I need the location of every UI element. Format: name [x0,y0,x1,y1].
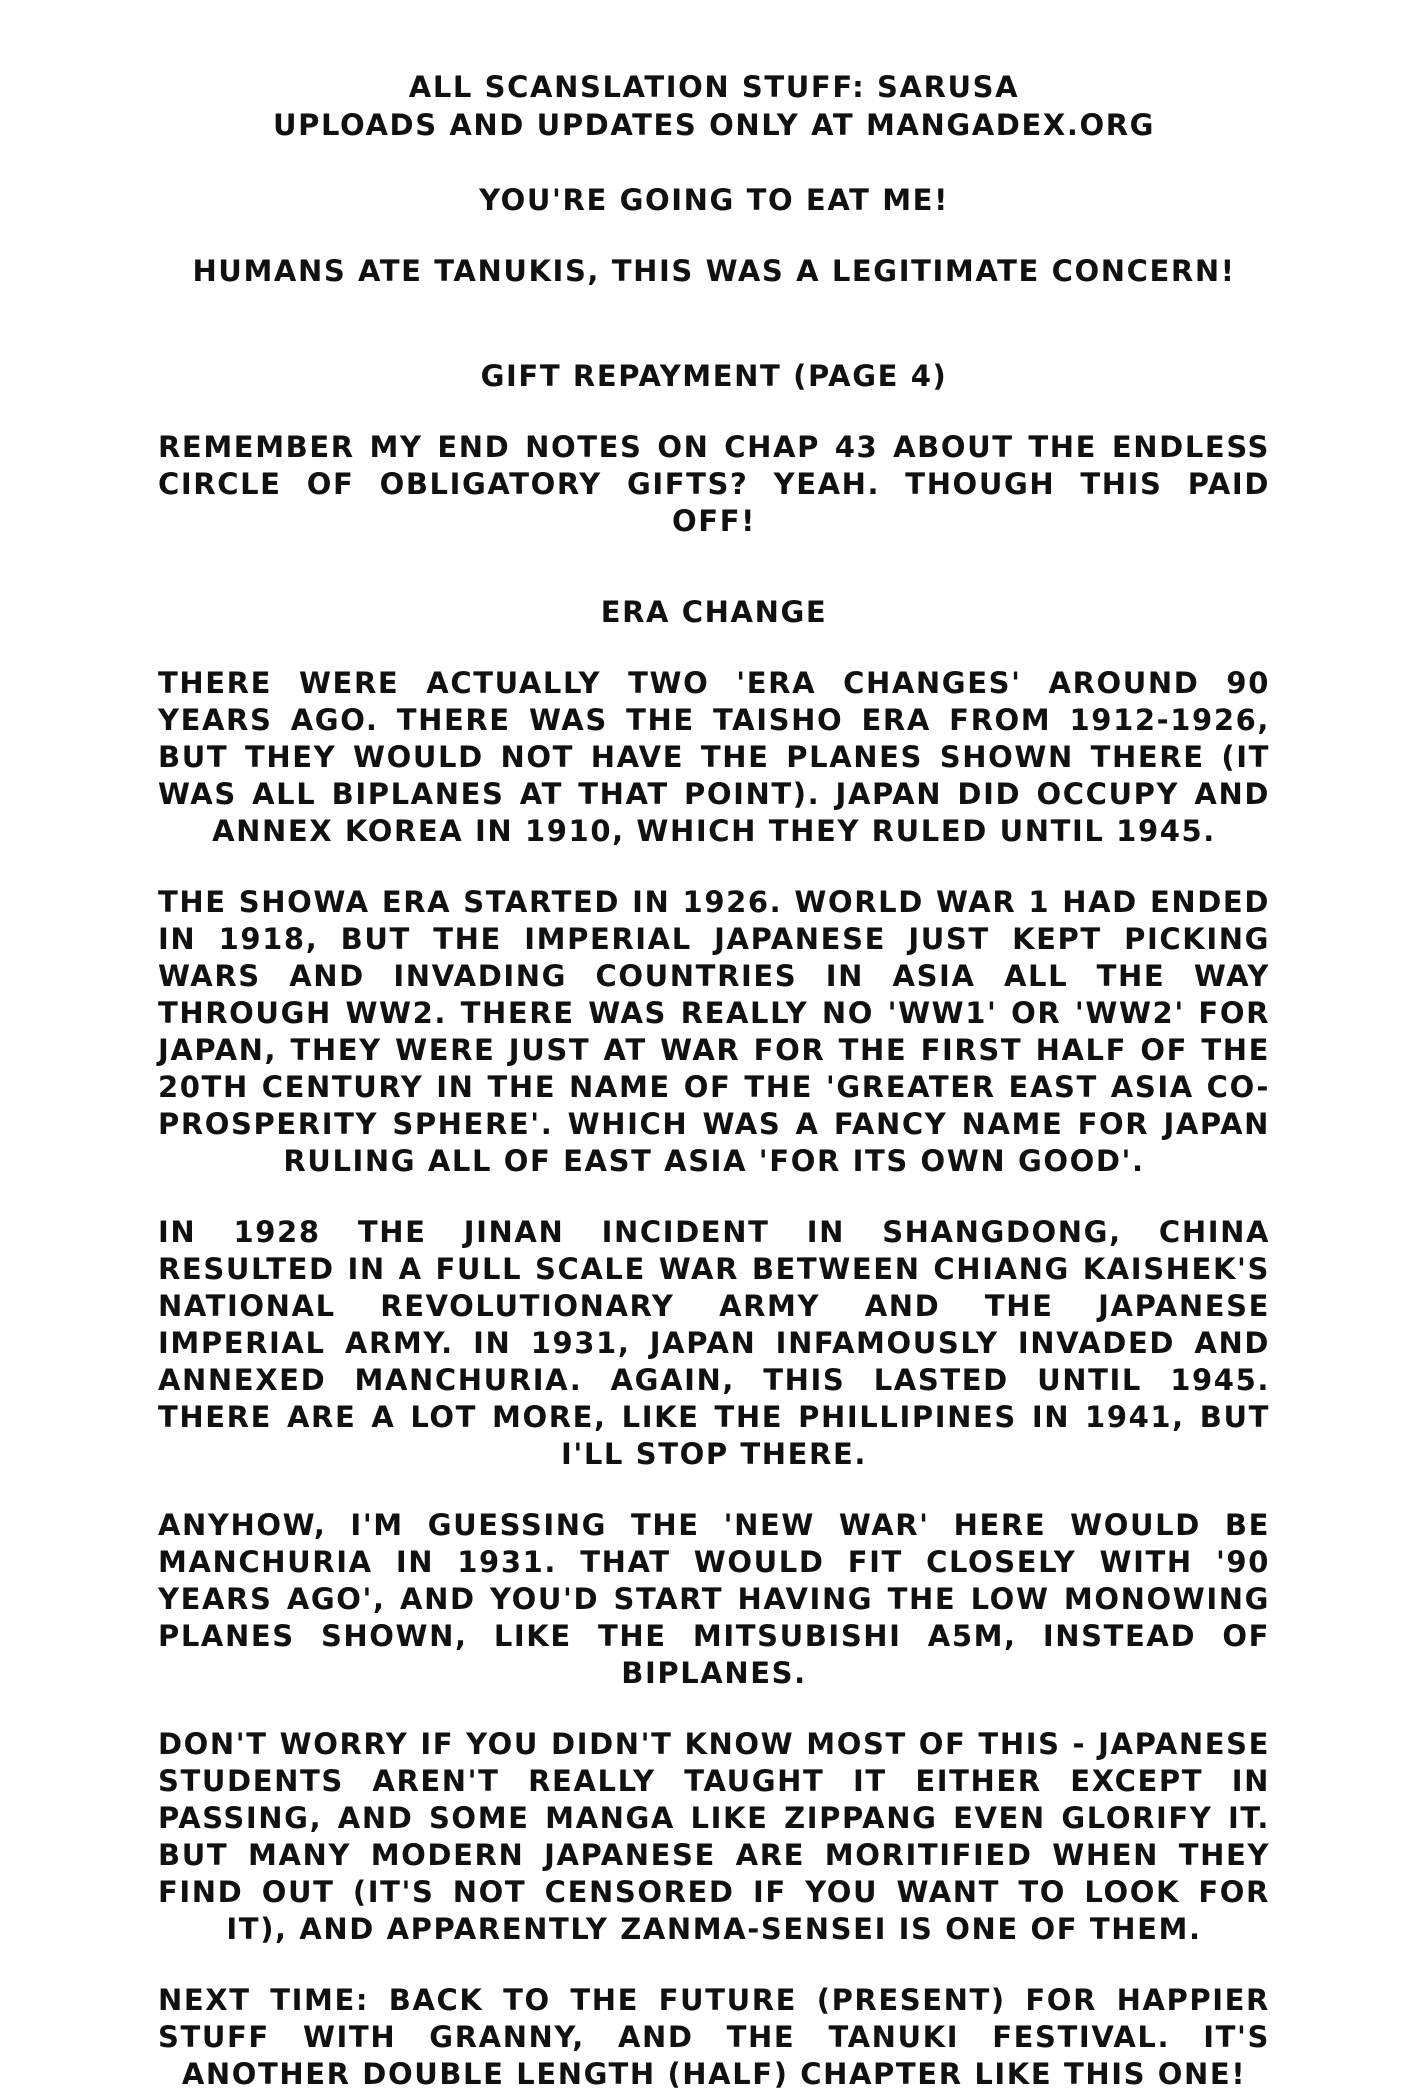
era-paragraph-3: IN 1928 THE JINAN INCIDENT IN SHANGDONG, CHINA RESULTED IN A FULL SCALE WAR BETWEEN CHIANG KAISHEK'S NATIONAL REVOLUTIONARY ARMY AND THE JAPANESE IMPERIAL ARMY. IN 1931, JAPAN INFAMOUSLY INVADED AND ANNEXED MANCHURIA. AGAIN, THIS LASTED UNTIL 1945. THERE ARE A LOT MORE, LIKE THE PHILLIPINES IN 1941, BUT I'LL STOP THERE. [158,1215,1270,1471]
gift-heading: GIFT REPAYMENT (PAGE 4) [480,359,948,393]
gift-paragraph: REMEMBER MY END NOTES ON CHAP 43 ABOUT THE ENDLESS CIRCLE OF OBLIGATORY GIFTS? YEAH. THOUGH THIS PAID OFF! [158,430,1270,538]
era-paragraph-4: ANYHOW, I'M GUESSING THE 'NEW WAR' HERE WOULD BE MANCHURIA IN 1931. THAT WOULD FIT CLOSELY WITH '90 YEARS AGO', AND YOU'D START HAVING THE LOW MONOWING PLANES SHOWN, LIKE THE MITSUBISHI A5M, INSTEAD OF BIPLANES. [158,1508,1270,1690]
next-time-paragraph: NEXT TIME: BACK TO THE FUTURE (PRESENT) FOR HAPPIER STUFF WITH GRANNY, AND THE TANUKI FESTIVAL. IT'S ANOTHER DOUBLE LENGTH (HALF) CHAPTER LIKE THIS ONE! [158,1983,1270,2091]
era-paragraph-5: DON'T WORRY IF YOU DIDN'T KNOW MOST OF THIS - JAPANESE STUDENTS AREN'T REALLY TAUGHT IT EITHER EXCEPT IN PASSING, AND SOME MANGA LIKE ZIPPANG EVEN GLORIFY IT. BUT MANY MODERN JAPANESE ARE MORITIFIED WHEN THEY FIND OUT (IT'S NOT CENSORED IF YOU WANT TO LOOK FOR IT), AND APPARENTLY ZANMA-SENSEI IS ONE OF THEM. [158,1727,1270,1946]
uploads-line: UPLOADS AND UPDATES ONLY AT MANGADEX.ORG [272,108,1156,142]
quote-heading: YOU'RE GOING TO EAT ME! [479,183,949,217]
era-paragraph-2: THE SHOWA ERA STARTED IN 1926. WORLD WAR 1 HAD ENDED IN 1918, BUT THE IMPERIAL JAPANESE JUST KEPT PICKING WARS AND INVADING COUNTRIES IN ASIA ALL THE WAY THROUGH WW2. THERE WAS REALLY NO 'WW1' OR 'WW2' FOR JAPAN, THEY WERE JUST AT WAR FOR THE FIRST HALF OF THE 20TH CENTURY IN THE NAME OF THE 'GREATER EAST ASIA CO-PROSPERITY SPHERE'. WHICH WAS A FANCY NAME FOR JAPAN RULING ALL OF EAST ASIA 'FOR ITS OWN GOOD'. [158,885,1270,1178]
credits-line: ALL SCANSLATION STUFF: SARUSA [408,70,1020,104]
era-paragraph-1: THERE WERE ACTUALLY TWO 'ERA CHANGES' AROUND 90 YEARS AGO. THERE WAS THE TAISHO ERA FROM 1912-1926, BUT THEY WOULD NOT HAVE THE PLANES SHOWN THERE (IT WAS ALL BIPLANES AT THAT POINT). JAPAN DID OCCUPY AND ANNEX KOREA IN 1910, WHICH THEY RULED UNTIL 1945. [158,666,1270,848]
quote-note: HUMANS ATE TANUKIS, THIS WAS A LEGITIMATE CONCERN! [192,254,1236,288]
credits-header [158,68,1270,144]
translation-notes-page [158,68,1270,2093]
era-heading: ERA CHANGE [600,595,828,629]
